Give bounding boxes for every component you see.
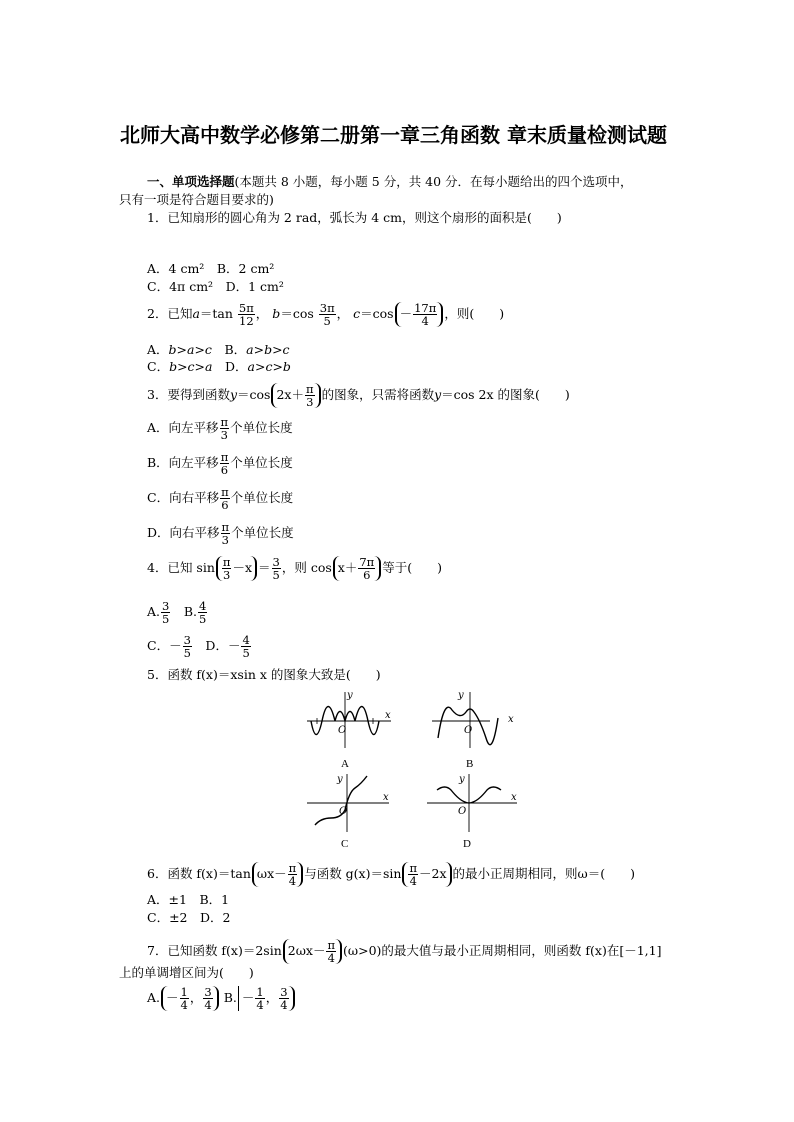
q6-paren-1: ωx－ $\frac{\pi}{4}$ — [252, 862, 303, 887]
q3-stem: 3．要得到函数y＝cos 2x＋ $\frac{\pi}{3}$ 的图象，只需将函数y＝cos 2x 的图象( ) — [147, 382, 570, 410]
q4-option-a: $\frac{3}{5}$ — [162, 599, 170, 627]
q5-graph-d-o: O — [458, 806, 467, 817]
q5-stem: 5．函数 f(x)＝xsin x 的图象大致是( ) — [147, 667, 381, 682]
q5-graph-c-x: x — [383, 792, 389, 803]
q1-option-b: B．2 cm² — [216, 261, 275, 276]
q7-stem: 7．已知函数 f(x)＝2sin 2ωx－ $\frac{\pi}{4}$ (ω>0)的最大值与最小正周期相同，则函数 f(x)在[－1,1] — [147, 938, 662, 966]
q4-option-b: $\frac{4}{5}$ — [199, 599, 207, 627]
q2-option-d: a>c>b — [247, 359, 291, 374]
q4-options-row2: C．－ $\frac{3}{5}$ D．－ $\frac{4}{5}$ — [147, 633, 250, 661]
q7-option-a: － $\frac{1}{4}$ ， $\frac{3}{4}$ — [161, 986, 219, 1011]
q5-graph-a-label: A — [341, 758, 349, 770]
q5-graph-b-x: x — [508, 714, 514, 725]
q7-paren: 2ωx－ $\frac{\pi}{4}$ — [283, 939, 342, 964]
q1-options-row1 — [147, 262, 274, 276]
q2-end: ，则( ) — [444, 306, 505, 322]
q7-option-b: － $\frac{1}{4}$ ， $\frac{3}{4}$ — [238, 986, 295, 1011]
q5-graph-a-x: x — [385, 710, 391, 721]
q2-frac-a: $\frac{5\pi}{12}$ — [238, 301, 254, 329]
q6-stem: 6．函数 f(x)＝tan ωx－ $\frac{\pi}{4}$ 与函数 g(x)＝sin $\frac{\pi}{4}$ －2x 的最小正周期相同，则ω＝( ) — [147, 861, 635, 889]
q4-paren-2: x＋ $\frac{7\pi}{6}$ — [333, 556, 381, 581]
q5-graph-c-y: y — [337, 774, 343, 785]
q2-option-b: a>b>c — [246, 342, 290, 357]
q3-option-c: C．向右平移 $\frac{\pi}{6}$ 个单位长度 — [147, 485, 294, 513]
q5-graph-c — [305, 770, 395, 838]
q5-graph-d-x: x — [511, 792, 517, 803]
q5-graph-c-label: C — [341, 838, 349, 850]
q6-options-row2 — [147, 911, 231, 925]
q2-var-c: c — [353, 306, 361, 322]
q5-graph-a-y: y — [347, 690, 353, 701]
q1-option-d: D．1 cm² — [225, 279, 284, 294]
q3-paren: 2x＋ $\frac{\pi}{3}$ — [271, 383, 320, 408]
q5-graph-b-y: y — [458, 690, 464, 701]
q6-option-c: C．±2 — [147, 910, 188, 925]
q2-var-a: a — [192, 306, 200, 322]
q5-graph-d — [425, 770, 520, 838]
q3-option-b: B．向左平移 $\frac{\pi}{6}$ 个单位长度 — [147, 450, 293, 478]
q5-graph-a-o: O — [338, 725, 347, 736]
q6-paren-2: $\frac{\pi}{4}$ －2x — [402, 862, 451, 887]
q3-option-a: A．向左平移 $\frac{\pi}{3}$ 个单位长度 — [147, 415, 293, 443]
section-desc-1: (本题共 8 小题，每小题 5 分，共 40 分．在每小题给出的四个选项中， — [234, 174, 633, 189]
q2-tan: ＝tan — [199, 306, 233, 322]
q4-option-c: $\frac{3}{5}$ — [183, 633, 191, 661]
page-title: 北师大高中数学必修第二册第一章三角函数 章末质量检测试题 — [120, 123, 667, 147]
q2-var-b: b — [272, 306, 281, 322]
q5-graph-b-label: B — [466, 758, 474, 770]
q2-options-row1: A．b>a>c B．a>b>c — [147, 342, 290, 357]
q2-paren: － $\frac{17\pi}{4}$ — [395, 302, 444, 327]
section-label: 一、单项选择题 — [147, 174, 235, 189]
q4-stem: 4．已知 sin $\frac{\pi}{3}$ －x ＝ $\frac{3}{5}$ ，则 cos x＋ $\frac{7\pi}{6}$ 等于( ) — [147, 555, 442, 583]
q5-graph-b — [430, 688, 520, 760]
q6-options-row1 — [147, 893, 229, 907]
q6-option-b: B．1 — [199, 892, 230, 907]
q5-graph-c-o: O — [339, 806, 348, 817]
q6-option-a: A．±1 — [147, 892, 187, 907]
q1-option-a: A．4 cm² — [147, 261, 205, 276]
section-heading — [147, 175, 633, 189]
q2-options-row2: C．b>c>a D．a>c>b — [147, 359, 291, 374]
q5-graph-d-y: y — [459, 774, 465, 785]
section-desc-2: 只有一项是符合题目要求的) — [119, 192, 274, 207]
q5-graph-b-o: O — [464, 725, 473, 736]
q4-options-row1: A. $\frac{3}{5}$ B. $\frac{4}{5}$ — [147, 599, 207, 627]
q5-graph-a — [305, 688, 395, 760]
q2-option-c: b>c>a — [169, 359, 213, 374]
q4-paren-1: $\frac{\pi}{3}$ －x — [216, 556, 257, 581]
q2-stem: 2．已知a＝tan $\frac{5\pi}{12}$ ， b＝cos $\frac{3\pi}{5}$ ， c＝cos － $\frac{17\pi}{4}$ ，则( ) — [147, 301, 505, 329]
q2-frac-b: $\frac{3\pi}{5}$ — [319, 301, 335, 329]
q7-options: A. － $\frac{1}{4}$ ， $\frac{3}{4}$ B. － $\frac{1}{4}$ ， $\frac{3}{4}$ — [147, 986, 296, 1011]
q6-option-d: D．2 — [200, 910, 231, 925]
q1-option-c: C．4π cm² — [147, 279, 214, 294]
q7-stem-line2: 上的单调增区间为( ) — [119, 965, 254, 980]
q3-option-d: D．向右平移 $\frac{\pi}{3}$ 个单位长度 — [147, 520, 294, 548]
q1-options-row2 — [147, 280, 284, 294]
q1-stem: 1．已知扇形的圆心角为 2 rad，弧长为 4 cm，则这个扇形的面积是( ) — [147, 210, 562, 225]
q5-graph-d-label: D — [463, 838, 471, 850]
q4-option-d: $\frac{4}{5}$ — [242, 633, 250, 661]
q2-option-a: b>a>c — [168, 342, 212, 357]
q2-prefix: 2．已知 — [147, 306, 193, 322]
